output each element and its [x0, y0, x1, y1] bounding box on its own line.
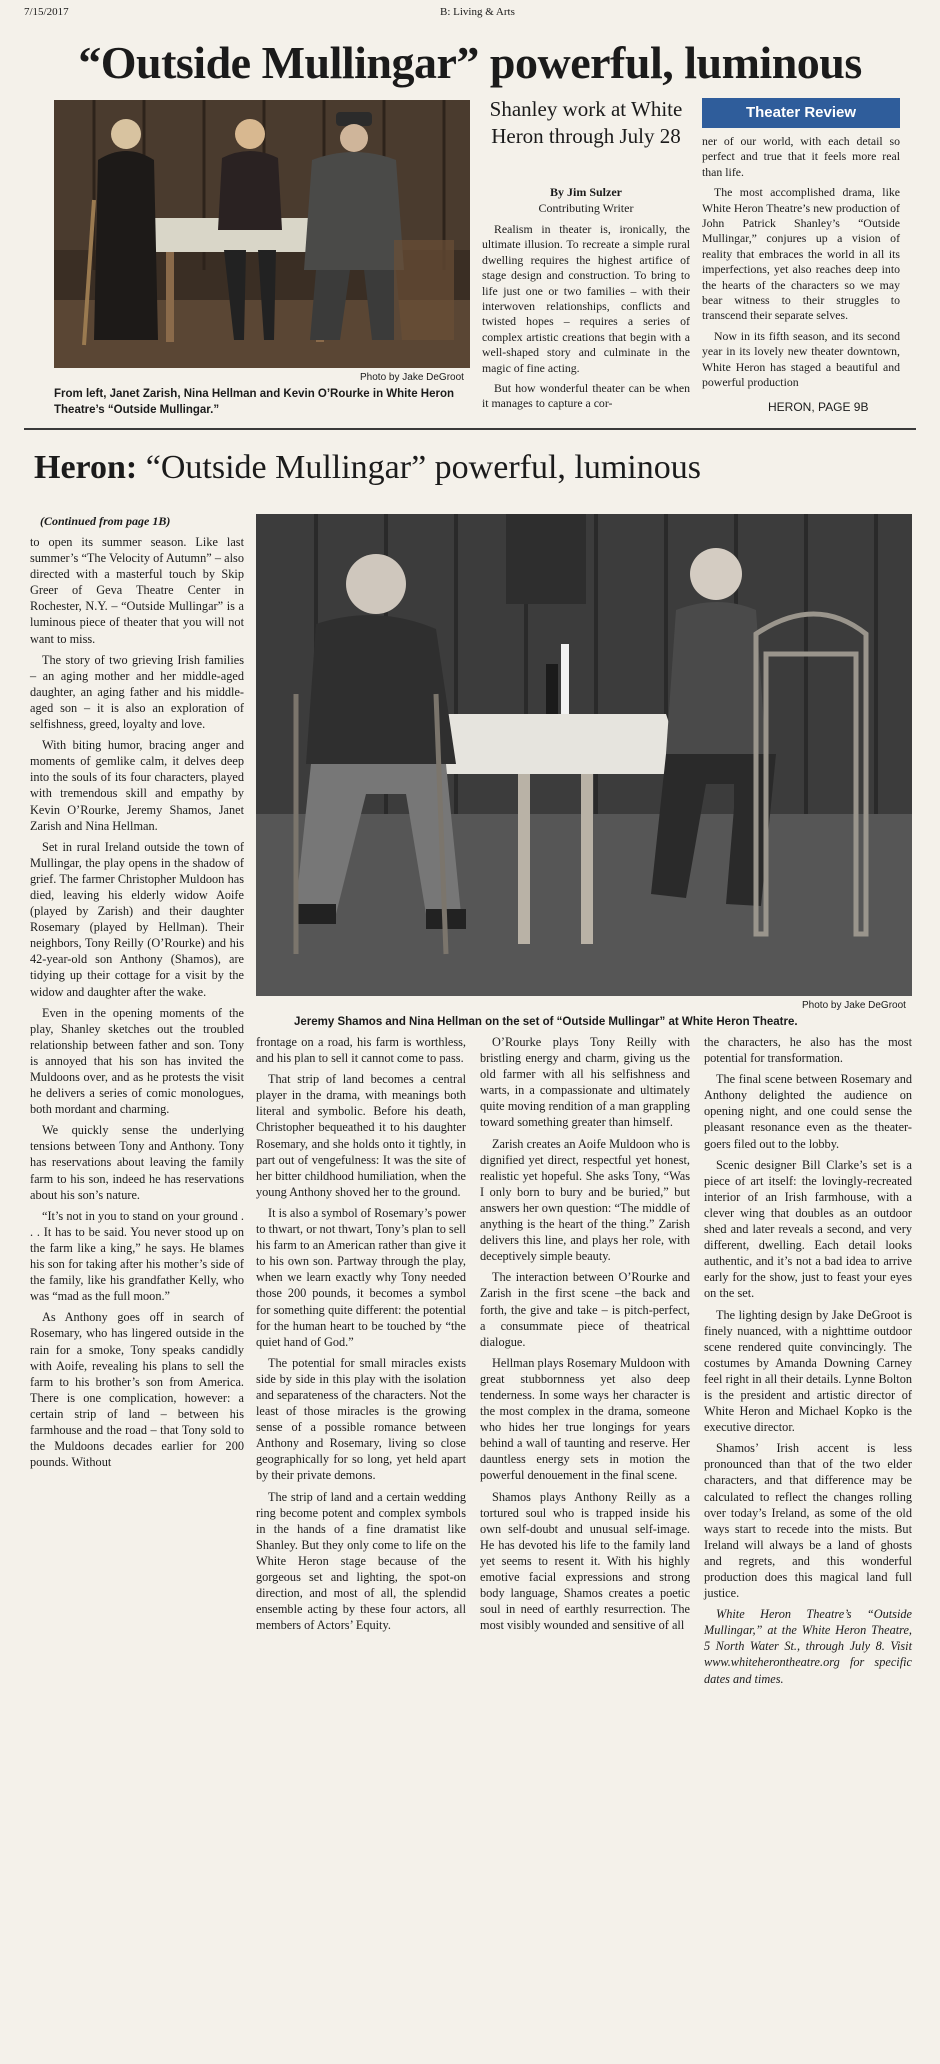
paragraph: to open its summer season. Like last summer’s “The Velocity of Autumn” – also directed with a masterful touch by Skip Greer of Geva Theatre Center in Rochester, N.Y. – “Outside Mullingar” is a luminous piece of theater that you will not want to miss. [30, 535, 244, 646]
paragraph: frontage on a road, his farm is worthless, and his plan to sell it cannot come to pass. [256, 1035, 466, 1066]
article-col2 [256, 1034, 466, 1638]
article-col1 [30, 534, 244, 1475]
paragraph: But how wonderful theater can be when it manages to capture a cor- [482, 381, 690, 411]
top-photo [54, 100, 470, 368]
top-photo-caption: From left, Janet Zarish, Nina Hellman and Kevin O’Rourke in White Heron Theatre’s “Outside Mullingar.” [54, 388, 455, 416]
paragraph: ner of our world, with each detail so perfect and true that it feels more real than life. [702, 134, 900, 179]
paragraph: Zarish creates an Aoife Muldoon who is dignified yet direct, respectful yet honest, realistic yet hopeful. She asks Tony, “Was I only born to bury and be buried,” but answers her own question: “The middle of anything is the heart of the thing.” Zarish delivers this line, and plays her role, with deceptively simple beauty. [480, 1136, 690, 1264]
jump-headline [34, 448, 914, 488]
paragraph: The potential for small miracles exists side by side in this play with the isolation and separateness of the characters. Not the least of those miracles is the growing sense of a possible romance between Anthony and Rosemary, living so close geographically for so long, yet held apart by their private demons. [256, 1355, 466, 1483]
paragraph: With biting humor, bracing anger and moments of gemlike calm, it delves deep into the souls of its four characters, played with tremendous skill and empathy by Kevin O’Rourke, Jeremy Shamos, Janet Zarish and Nina Hellman. [30, 738, 244, 833]
paragraph: That strip of land becomes a central player in the drama, with meanings both literal and symbolic. Before his death, Christopher bequeathed it to his daughter Rosemary, and she holds onto it tightly, in part out of vengefulness: It was the site of her bitter childhood humiliation, when the young Anthony shoved her to the ground. [256, 1072, 466, 1199]
jump-headline-kicker: Heron: [34, 449, 138, 486]
paragraph: Scenic designer Bill Clarke’s set is a piece of art itself: the lovingly-recreated interior of an Irish farmhouse, with a clever wing that doubles as an outdoor shed and later reveals a second, and very different, dwelling. Each detail looks authentic, and it’s not a bad idea to arrive early for the show, just to feast your eyes on the set. [704, 1157, 912, 1301]
paragraph: Realism in theater is, ironically, the ultimate illusion. To recreate a simple rural dwelling requires the highest artifice of stage design and construction. To bring to life just one or two families – with their interwoven relationships, conflicts and twisted hopes – requires a series of complex artistic creations that begin with a well-shaped story and culminate in the magic of fine acting. [482, 222, 690, 375]
paragraph: The interaction between O’Rourke and Zarish in the first scene –the back and forth, the give and take – is pitch-perfect, a consummate piece of theatrical dialogue. [480, 1270, 690, 1349]
paragraph-info: White Heron Theatre’s “Outside Mullingar,” at the White Heron Theatre, 5 North Water St., through July 8. Visit www.whiteherontheatre.org for specific dates and times. [704, 1607, 912, 1686]
jump-headline-text: “Outside Mullingar” powerful, luminous [145, 449, 701, 486]
jump-line: HERON, PAGE 9B [768, 400, 869, 414]
top-headline: “Outside Mullingar” powerful, luminous [78, 37, 862, 88]
folio-date: 7/15/2017 [24, 6, 69, 18]
paragraph: Shamos plays Anthony Reilly as a tortured soul who is trapped inside his own self-doubt and unusual self-image. He has devoted his life to the family land yet seems to resent it. With his highly emotive facial expressions and strong body language, Shamos creates a poetic soul in need of earthly resurrection. The most visibly wounded and sensitive of all [480, 1489, 690, 1633]
section-divider [24, 428, 916, 430]
paragraph: O’Rourke plays Tony Reilly with bristling energy and charm, giving us the old farmer with all his selfishness and warts, in a compassionate and ultimately quite moving rendition of a man grappling toward something greater than himself. [480, 1035, 690, 1130]
paragraph: As Anthony goes off in search of Rosemary, who has lingered outside in the rain for a smoke, Tony speaks candidly with Aoife, revealing his plans to sell the farm to his brother’s son from America. There is one complication, however: a certain strip of land – between his farmhouse and the road – that Tony sold to the Muldoons decades earlier for 200 pounds. Without [30, 1310, 244, 1470]
paragraph: It is also a symbol of Rosemary’s power to thwart, or not thwart, Tony’s plan to sell his farm to an American rather than give it to his own son. Partway through the play, when we learn exactly why Tony needed those 200 pounds, it becomes a symbol for something quite different: the potential for the human heart to be touched by “the quiet hand of God.” [256, 1205, 466, 1349]
byline-name: By Jim Sulzer [550, 185, 622, 199]
paragraph: We quickly sense the underlying tensions between Tony and Anthony. Tony has reservations about leaving the family farm to his son, indeed he has reservations about his son’s nature. [30, 1123, 244, 1202]
folio-section: B: Living & Arts [440, 6, 515, 18]
paragraph: Set in rural Ireland outside the town of Mullingar, the play opens in the shadow of grief. The farmer Christopher Muldoon has died, leaving his elderly widow Aoife (played by Zarish) and their daughter Rosemary (played by Hellman). Their neighbors, Tony Reilly (O’Rourke) and his 42-year-old son Anthony (Shamos), are tidying up their cottage for a visit by the widow and daughter after the wake. [30, 839, 244, 999]
paragraph: Now in its fifth season, and its second year in its lovely new theater downtown, White Heron has staged a beautiful and powerful production [702, 328, 900, 390]
paragraph: Shamos’ Irish accent is less pronounced than that of the two elder characters, and that difference may be calculated to reflect the changes rolling over today’s Ireland, as some of the old ways start to recede into the mists. But Ireland will always be a land of ghosts and regrets, and this wonderful production does this magical land full justice. [704, 1441, 912, 1601]
byline-title: Contributing Writer [538, 201, 634, 215]
top-article-col2 [702, 134, 900, 396]
deck-subheadline: Shanley work at White Heron through July 28 [489, 97, 683, 148]
paragraph: The strip of land and a certain wedding ring become potent and complex symbols in the hands of a fine dramatist like Shanley. But they only come to life on the White Heron stage because of the gorgeous set and lighting, the spot-on direction, and most of all, the splendid ensemble acting by these four actors, all members of Actors’ Equity. [256, 1489, 466, 1633]
article-col3 [480, 1034, 690, 1638]
bottom-photo-caption: Jeremy Shamos and Nina Hellman on the set of “Outside Mullingar” at White Heron Theatre. [294, 1016, 798, 1028]
paragraph: The lighting design by Jake DeGroot is finely nuanced, with a nighttime outdoor scene rendered quite convincingly. The costumes by Amanda Downing Carney feel right in all their details. Lynne Bolton is the president and artistic director of White Heron and Michael Kopko is the executive director. [704, 1307, 912, 1435]
article-col4 [704, 1034, 912, 1692]
theater-review-badge: Theater Review [702, 98, 900, 128]
continued-line: (Continued from page 1B) [40, 514, 171, 528]
paragraph: Even in the opening moments of the play, Shanley sketches out the troubled relationship between father and son. Tony is annoyed that his son has invited the Muldoons over, and as he protests the visit he delivers a series of comic monologues, both mordant and charming. [30, 1005, 244, 1117]
paragraph: The final scene between Rosemary and Anthony delighted the audience on opening night, and one could sense the pleasant resonance even as the theater-goers filed out to the lobby. [704, 1072, 912, 1151]
paragraph: The most accomplished drama, like White Heron Theatre’s new production of John Patrick Shanley’s “Outside Mullingar,” conjures up a vision of reality that embraces the world in all its imperfections, yet also reaches deep into the hearts of the characters so we may bear witness to their struggles to transcend their separate selves. [702, 185, 900, 323]
bottom-photo [256, 514, 912, 996]
top-article-col1 [482, 222, 690, 417]
paragraph: the characters, he also has the most potential for transformation. [704, 1035, 912, 1066]
top-photo-credit: Photo by Jake DeGroot [360, 372, 464, 383]
bottom-photo-credit: Photo by Jake DeGroot [802, 1000, 906, 1011]
paragraph: Hellman plays Rosemary Muldoon with great stubbornness yet also deep tenderness. In some ways her character is the most complex in the drama, someone who hides her true longings for years behind a wall of taunting and reserve. Her dauntless energy sets in motion the powerful denouement in the final scene. [480, 1355, 690, 1483]
paragraph: The story of two grieving Irish families – an aging mother and her middle-aged daughter, an aging father and his middle-aged son – it is also an exploration of selfishness, greed, loyalty and love. [30, 652, 244, 732]
paragraph: “It’s not in you to stand on your ground . . . It has to be said. You never stood up on the farm like a king,” he says. He blames his son for taking after his mother’s side of the family, like his grandfather Kelly, who was “mad as the full moon.” [30, 1208, 244, 1304]
